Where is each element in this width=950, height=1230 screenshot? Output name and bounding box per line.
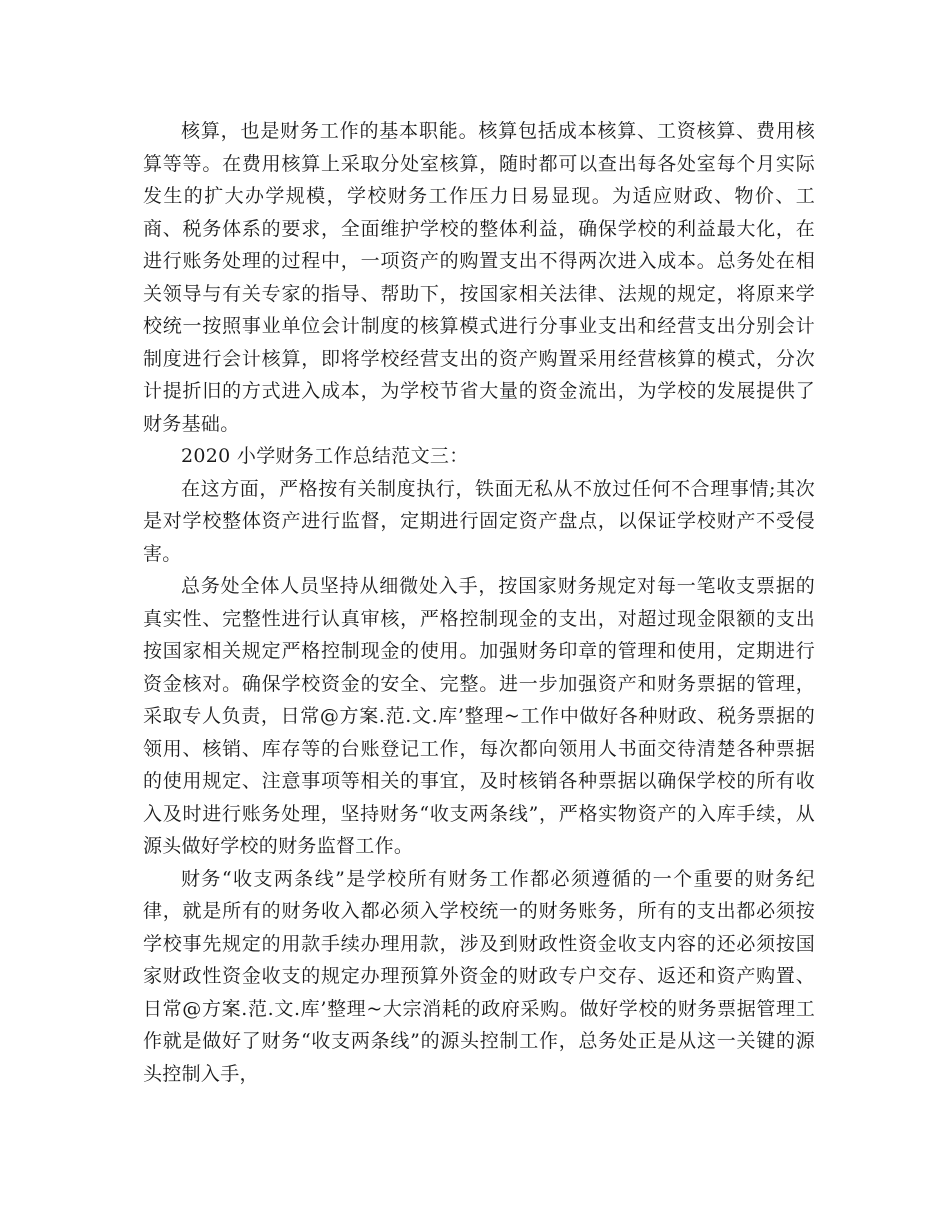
section-heading: 2020 小学财务工作总结范文三：	[181, 445, 469, 467]
paragraph-accounting: 核算，也是财务工作的基本职能。核算包括成本核算、工资核算、费用核算等等。在费用核算上采取分处室核算，随时都可以查出每各处室每个月实际发生的扩大办学规模，学校财务工作压力日易显现。为适应财政、物价、工商、税务体系的要求，全面维护学校的整体利益，确保学校的利益最大化，在进行账务处理的过程中，一项资产的购置支出不得两次进入成本。总务处在相关领导与有关专家的指导、帮助下，按国家相关法律、法规的规定，将原来学校统一按照事业单位会计制度的核算模式进行分事业支出和经营支出分别会计制度进行会计核算，即将学校经营支出的资产购置采用经营核算的模式，分次计提折旧的方式进入成本，为学校节省大量的资金流出，为学校的发展提供了财务基础。	[143, 120, 815, 435]
paragraph-supervision: 在这方面，严格按有关制度执行，铁面无私从不放过任何不合理事情;其次是对学校整体资产进行监督，定期进行固定资产盘点，以保证学校财产不受侵害。	[143, 477, 815, 565]
paragraph-two-lines: 财务“收支两条线”是学校所有财务工作都必须遵循的一个重要的财务纪律，就是所有的财务收入都必须入学校统一的财务账务，所有的支出都必须按学校事先规定的用款手续办理用款，涉及到财政性资金收支内容的还必须按国家财政性资金收支的规定办理预算外资金的财政专户交存、返还和资产购置、日常@方案.范.文.库’整理~大宗消耗的政府采购。做好学校的财务票据管理工作就是做好了财务“收支两条线”的源头控制工作，总务处正是从这一关键的源头控制入手，	[143, 867, 815, 1085]
document-body	[143, 115, 815, 1090]
paragraph-audit: 总务处全体人员坚持从细微处入手，按国家财务规定对每一笔收支票据的真实性、完整性进行认真审核，严格控制现金的支出，对超过现金限额的支出按国家相关规定严格控制现金的使用。加强财务印章的管理和使用，定期进行资金核对。确保学校资金的安全、完整。进一步加强资产和财务票据的管理，采取专人负责，日常@方案.范.文.库’整理~工作中做好各种财政、税务票据的领用、核销、库存等的台账登记工作，每次都向领用人书面交待清楚各种票据的使用规定、注意事项等相关的事宜，及时核销各种票据以确保学校的所有收入及时进行账务处理，坚持财务“收支两条线”，严格实物资产的入库手续，从源头做好学校的财务监督工作。	[143, 575, 815, 857]
